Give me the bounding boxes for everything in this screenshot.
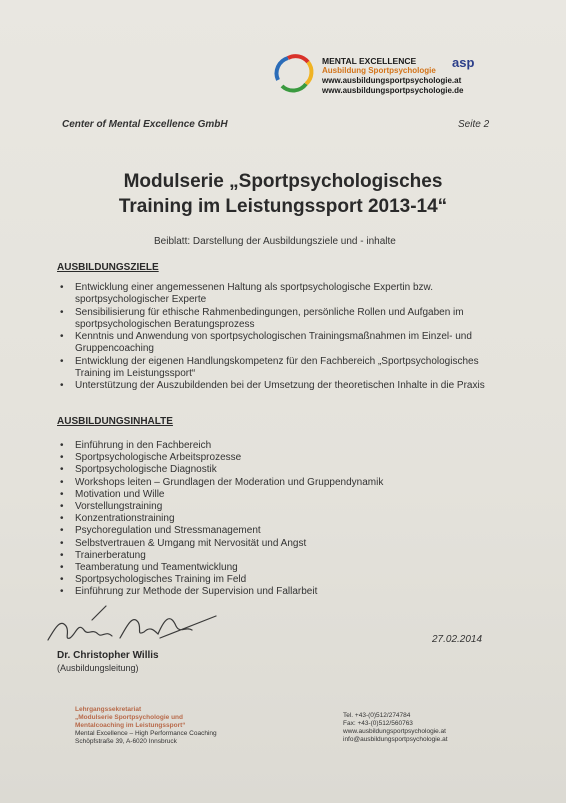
list-item: • Einführung zur Methode der Supervision und Fallarbeit [58,586,498,598]
list-item: • Konzentrationstraining [58,513,498,525]
list-item: • Kenntnis und Anwendung von sportpsychologischen Trainingsmaßnahmen im Einzel- und Gruppencoaching [58,331,498,356]
footer-street: Schöpfstraße 39, A-6020 Innsbruck [75,738,177,745]
asp-logo-text: asp [452,55,475,70]
list-item: • Selbstvertrauen & Umgang mit Nervosität und Angst [58,538,498,550]
footer-email: info@ausbildungsportpsychologie.at [343,736,448,743]
footer-fax: Fax: +43-(0)512/560763 [343,720,413,727]
list-item: • Trainerberatung [58,550,498,562]
footer-address [75,706,217,746]
list-item: • Einführung in den Fachbereich [58,440,498,452]
footer-organisation: Mental Excellence – High Performance Coaching [75,730,217,737]
footer-phone: Tel. +43-(0)512/274784 [343,712,411,719]
list-item: • Entwicklung einer angemessenen Haltung als sportpsychologische Expertin bzw. sportpsychologischer Experte [58,282,498,307]
brand-tagline: Ausbildung Sportpsychologie [322,66,436,75]
brand-url-de: www.ausbildungsportpsychologie.de [322,86,464,95]
signature-date: 27.02.2014 [432,634,483,645]
list-item: • Teamberatung und Teamentwicklung [58,562,498,574]
goals-list [58,282,498,393]
footer-website: www.ausbildungsportpsychologie.at [343,728,446,735]
list-item: • Motivation und Wille [58,489,498,501]
list-item: • Entwicklung der eigenen Handlungskompetenz für den Fachbereich „Sportpsychologisches Training im Leistungssport“ [58,356,498,381]
brand-block [322,56,464,96]
list-item: • Sportpsychologische Diagnostik [58,464,498,476]
goals-heading: AUSBILDUNGSZIELE [57,262,159,273]
signatory-role: (Ausbildungsleitung) [57,663,139,673]
footer-program-line2: Mentalcoaching im Leistungssport“ [75,722,186,729]
list-item: • Sportpsychologisches Training im Feld [58,574,498,586]
list-item: • Unterstützung der Auszubildenden bei der Umsetzung der theoretischen Inhalte in die Praxis [58,380,498,392]
page-title-line1: Modulserie „Sportpsychologisches [123,171,443,192]
list-item: • Workshops leiten – Grundlagen der Moderation und Gruppendynamik [58,477,498,489]
list-item: • Sportpsychologische Arbeitsprozesse [58,452,498,464]
mental-excellence-logo-icon [268,50,320,94]
handwritten-signature [40,600,220,650]
signatory-name: Dr. Christopher Willis [57,650,159,661]
contents-heading: AUSBILDUNGSINHALTE [57,416,173,427]
contents-list [58,440,498,599]
brand-name: MENTAL EXCELLENCE [322,56,417,66]
page-number: Seite 2 [458,119,490,130]
list-item: • Sensibilisierung für ethische Rahmenbedingungen, persönliche Rollen und Aufgaben im sportpsychologischen Beratungsprozess [58,307,498,332]
list-item: • Vorstellungstraining [58,501,498,513]
list-item: • Psychoregulation und Stressmanagement [58,525,498,537]
page-subtitle: Beiblatt: Darstellung der Ausbildungsziele und - inhalte [154,236,396,247]
footer-program-line1: „Modulserie Sportpsychologie und [75,714,183,721]
company-name: Center of Mental Excellence GmbH [62,119,228,130]
footer-secretariat: Lehrgangssekretariat [75,706,142,713]
footer-contact [343,712,448,744]
brand-url-at: www.ausbildungsportpsychologie.at [322,76,462,85]
page-title-line2: Training im Leistungssport 2013-14“ [118,196,448,217]
